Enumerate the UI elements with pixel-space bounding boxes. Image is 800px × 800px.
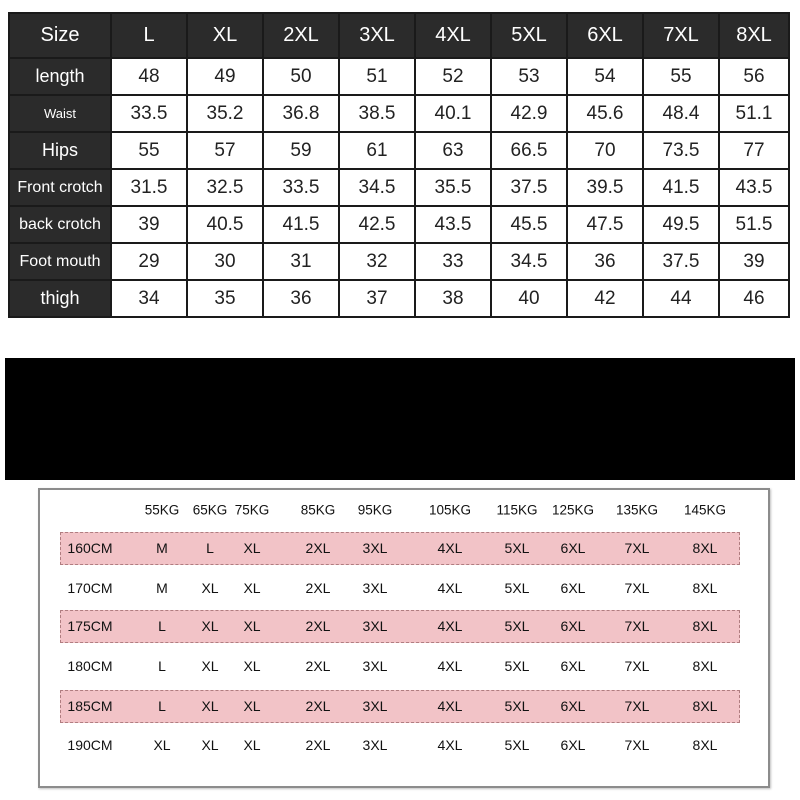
recommended-size: 4XL [437,737,463,753]
measurement-value: 34.5 [339,169,415,206]
measurement-value: 33 [415,243,491,280]
recommended-size: 8XL [692,698,718,714]
measurement-value: 33.5 [263,169,339,206]
recommended-size: 6XL [560,540,586,556]
size-header-cell: 4XL [415,13,491,58]
measurement-value: 63 [415,132,491,169]
measurement-value: 29 [111,243,187,280]
weight-header: 95KG [357,502,393,518]
measurement-value: 38 [415,280,491,317]
recommended-size: 7XL [624,580,650,596]
recommended-size: M [156,580,168,596]
weight-header: 115KG [496,502,538,518]
measurement-value: 41.5 [643,169,719,206]
measurement-value: 51 [339,58,415,95]
recommended-size: 2XL [305,698,331,714]
recommended-size: L [158,658,166,674]
measurement-value: 50 [263,58,339,95]
measurement-value: 35.5 [415,169,491,206]
recommended-size: XL [243,737,261,753]
measurement-value: 32 [339,243,415,280]
measurement-value: 77 [719,132,789,169]
weight-header: 75KG [234,502,270,518]
recommended-size: M [156,540,168,556]
size-header-cell: 2XL [263,13,339,58]
recommended-size: XL [201,737,219,753]
recommended-size: 6XL [560,737,586,753]
measurement-value: 30 [187,243,263,280]
measurement-value: 56 [719,58,789,95]
measurement-label: Hips [9,132,111,169]
measurement-value: 42.9 [491,95,567,132]
recommended-size: 4XL [437,618,463,634]
measurement-value: 31.5 [111,169,187,206]
recommended-size: 3XL [362,737,388,753]
height-label: 160CM [67,540,113,556]
recommended-size: XL [243,618,261,634]
measurement-value: 35.2 [187,95,263,132]
size-header-cell: L [111,13,187,58]
measurement-value: 34 [111,280,187,317]
measurement-row [9,206,789,243]
recommended-size: 7XL [624,540,650,556]
recommended-size: 3XL [362,658,388,674]
recommended-size: 6XL [560,618,586,634]
measurement-value: 48 [111,58,187,95]
weight-header: 85KG [300,502,336,518]
measurement-value: 57 [187,132,263,169]
recommended-size: 8XL [692,580,718,596]
measurement-value: 54 [567,58,643,95]
recommended-size: 5XL [504,618,530,634]
measurement-value: 32.5 [187,169,263,206]
recommended-size: 3XL [362,580,388,596]
recommended-size: L [158,698,166,714]
recommended-size: XL [201,698,219,714]
recommended-size: 8XL [692,658,718,674]
measurement-value: 59 [263,132,339,169]
measurement-label: length [9,58,111,95]
measurement-value: 48.4 [643,95,719,132]
measurement-value: 36.8 [263,95,339,132]
measurement-value: 35 [187,280,263,317]
recommended-size: 2XL [305,737,331,753]
weight-header: 55KG [144,502,180,518]
recommended-size: XL [153,737,171,753]
measurement-row [9,169,789,206]
size-header-cell: 6XL [567,13,643,58]
recommended-size: XL [243,540,261,556]
measurement-value: 36 [263,280,339,317]
size-header-row [9,13,789,58]
measurement-value: 39 [111,206,187,243]
recommended-size: 7XL [624,698,650,714]
measurement-value: 42.5 [339,206,415,243]
measurement-row [9,132,789,169]
measurement-value: 37.5 [643,243,719,280]
measurement-label: back crotch [9,206,111,243]
recommended-size: 4XL [437,658,463,674]
recommended-size: 2XL [305,618,331,634]
recommended-size: 8XL [692,540,718,556]
recommended-size: 7XL [624,618,650,634]
measurement-value: 37.5 [491,169,567,206]
measurement-value: 45.6 [567,95,643,132]
measurement-row [9,95,789,132]
recommended-size: 7XL [624,658,650,674]
size-header-cell: 3XL [339,13,415,58]
measurement-row [9,243,789,280]
size-header-cell: 5XL [491,13,567,58]
measurement-value: 40.5 [187,206,263,243]
size-table-body [9,13,789,317]
recommended-size: 5XL [504,580,530,596]
measurement-value: 53 [491,58,567,95]
measurement-label: Front crotch [9,169,111,206]
height-label: 190CM [67,737,113,753]
recommended-size: 6XL [560,658,586,674]
recommended-size: 2XL [305,540,331,556]
recommended-size: 8XL [692,618,718,634]
recommended-size: 7XL [624,737,650,753]
recommended-size: XL [243,658,261,674]
weight-header: 65KG [192,502,228,518]
measurement-value: 43.5 [415,206,491,243]
height-label: 170CM [67,580,113,596]
measurement-value: 55 [643,58,719,95]
recommended-size: 6XL [560,698,586,714]
recommended-size: 8XL [692,737,718,753]
recommended-size: XL [201,658,219,674]
height-label: 180CM [67,658,113,674]
recommended-size: 5XL [504,658,530,674]
measurement-value: 39.5 [567,169,643,206]
measurement-value: 61 [339,132,415,169]
measurement-value: 55 [111,132,187,169]
measurement-value: 31 [263,243,339,280]
weight-height-fit-chart [38,488,770,788]
recommended-size: L [158,618,166,634]
measurement-value: 34.5 [491,243,567,280]
recommended-size: 6XL [560,580,586,596]
measurement-row [9,280,789,317]
recommended-size: 5XL [504,540,530,556]
measurement-value: 33.5 [111,95,187,132]
measurement-value: 37 [339,280,415,317]
measurement-value: 40 [491,280,567,317]
recommended-size: XL [243,698,261,714]
recommended-size: 5XL [504,737,530,753]
size-header-cell: 8XL [719,13,789,58]
size-header-cell: XL [187,13,263,58]
measurement-value: 44 [643,280,719,317]
measurement-value: 38.5 [339,95,415,132]
height-label: 175CM [67,618,113,634]
recommended-size: 4XL [437,540,463,556]
recommended-size: XL [201,580,219,596]
measurement-value: 66.5 [491,132,567,169]
measurement-value: 36 [567,243,643,280]
recommended-size: 4XL [437,698,463,714]
recommended-size: 3XL [362,540,388,556]
size-header-cell: 7XL [643,13,719,58]
measurement-value: 46 [719,280,789,317]
recommended-size: XL [243,580,261,596]
measurement-value: 49.5 [643,206,719,243]
recommended-size: 5XL [504,698,530,714]
measurement-value: 49 [187,58,263,95]
recommended-size: 2XL [305,658,331,674]
measurement-label: Waist [9,95,111,132]
recommended-size: 3XL [362,618,388,634]
measurement-value: 41.5 [263,206,339,243]
measurement-value: 39 [719,243,789,280]
black-band [5,358,795,480]
measurement-label: Foot mouth [9,243,111,280]
measurement-value: 73.5 [643,132,719,169]
weight-header: 145KG [683,502,727,518]
measurement-value: 52 [415,58,491,95]
recommended-size: XL [201,618,219,634]
size-header-corner: Size [9,13,111,58]
measurement-value: 40.1 [415,95,491,132]
weight-header: 135KG [615,502,659,518]
measurement-value: 47.5 [567,206,643,243]
height-label: 185CM [67,698,113,714]
measurement-value: 51.5 [719,206,789,243]
measurement-value: 45.5 [491,206,567,243]
measurement-value: 51.1 [719,95,789,132]
measurement-value: 70 [567,132,643,169]
measurement-label: thigh [9,280,111,317]
measurement-row [9,58,789,95]
size-measurement-table [8,12,790,318]
weight-header: 105KG [428,502,472,518]
recommended-size: L [206,540,214,556]
recommended-size: 3XL [362,698,388,714]
weight-header: 125KG [551,502,595,518]
measurement-value: 43.5 [719,169,789,206]
recommended-size: 4XL [437,580,463,596]
recommended-size: 2XL [305,580,331,596]
measurement-value: 42 [567,280,643,317]
